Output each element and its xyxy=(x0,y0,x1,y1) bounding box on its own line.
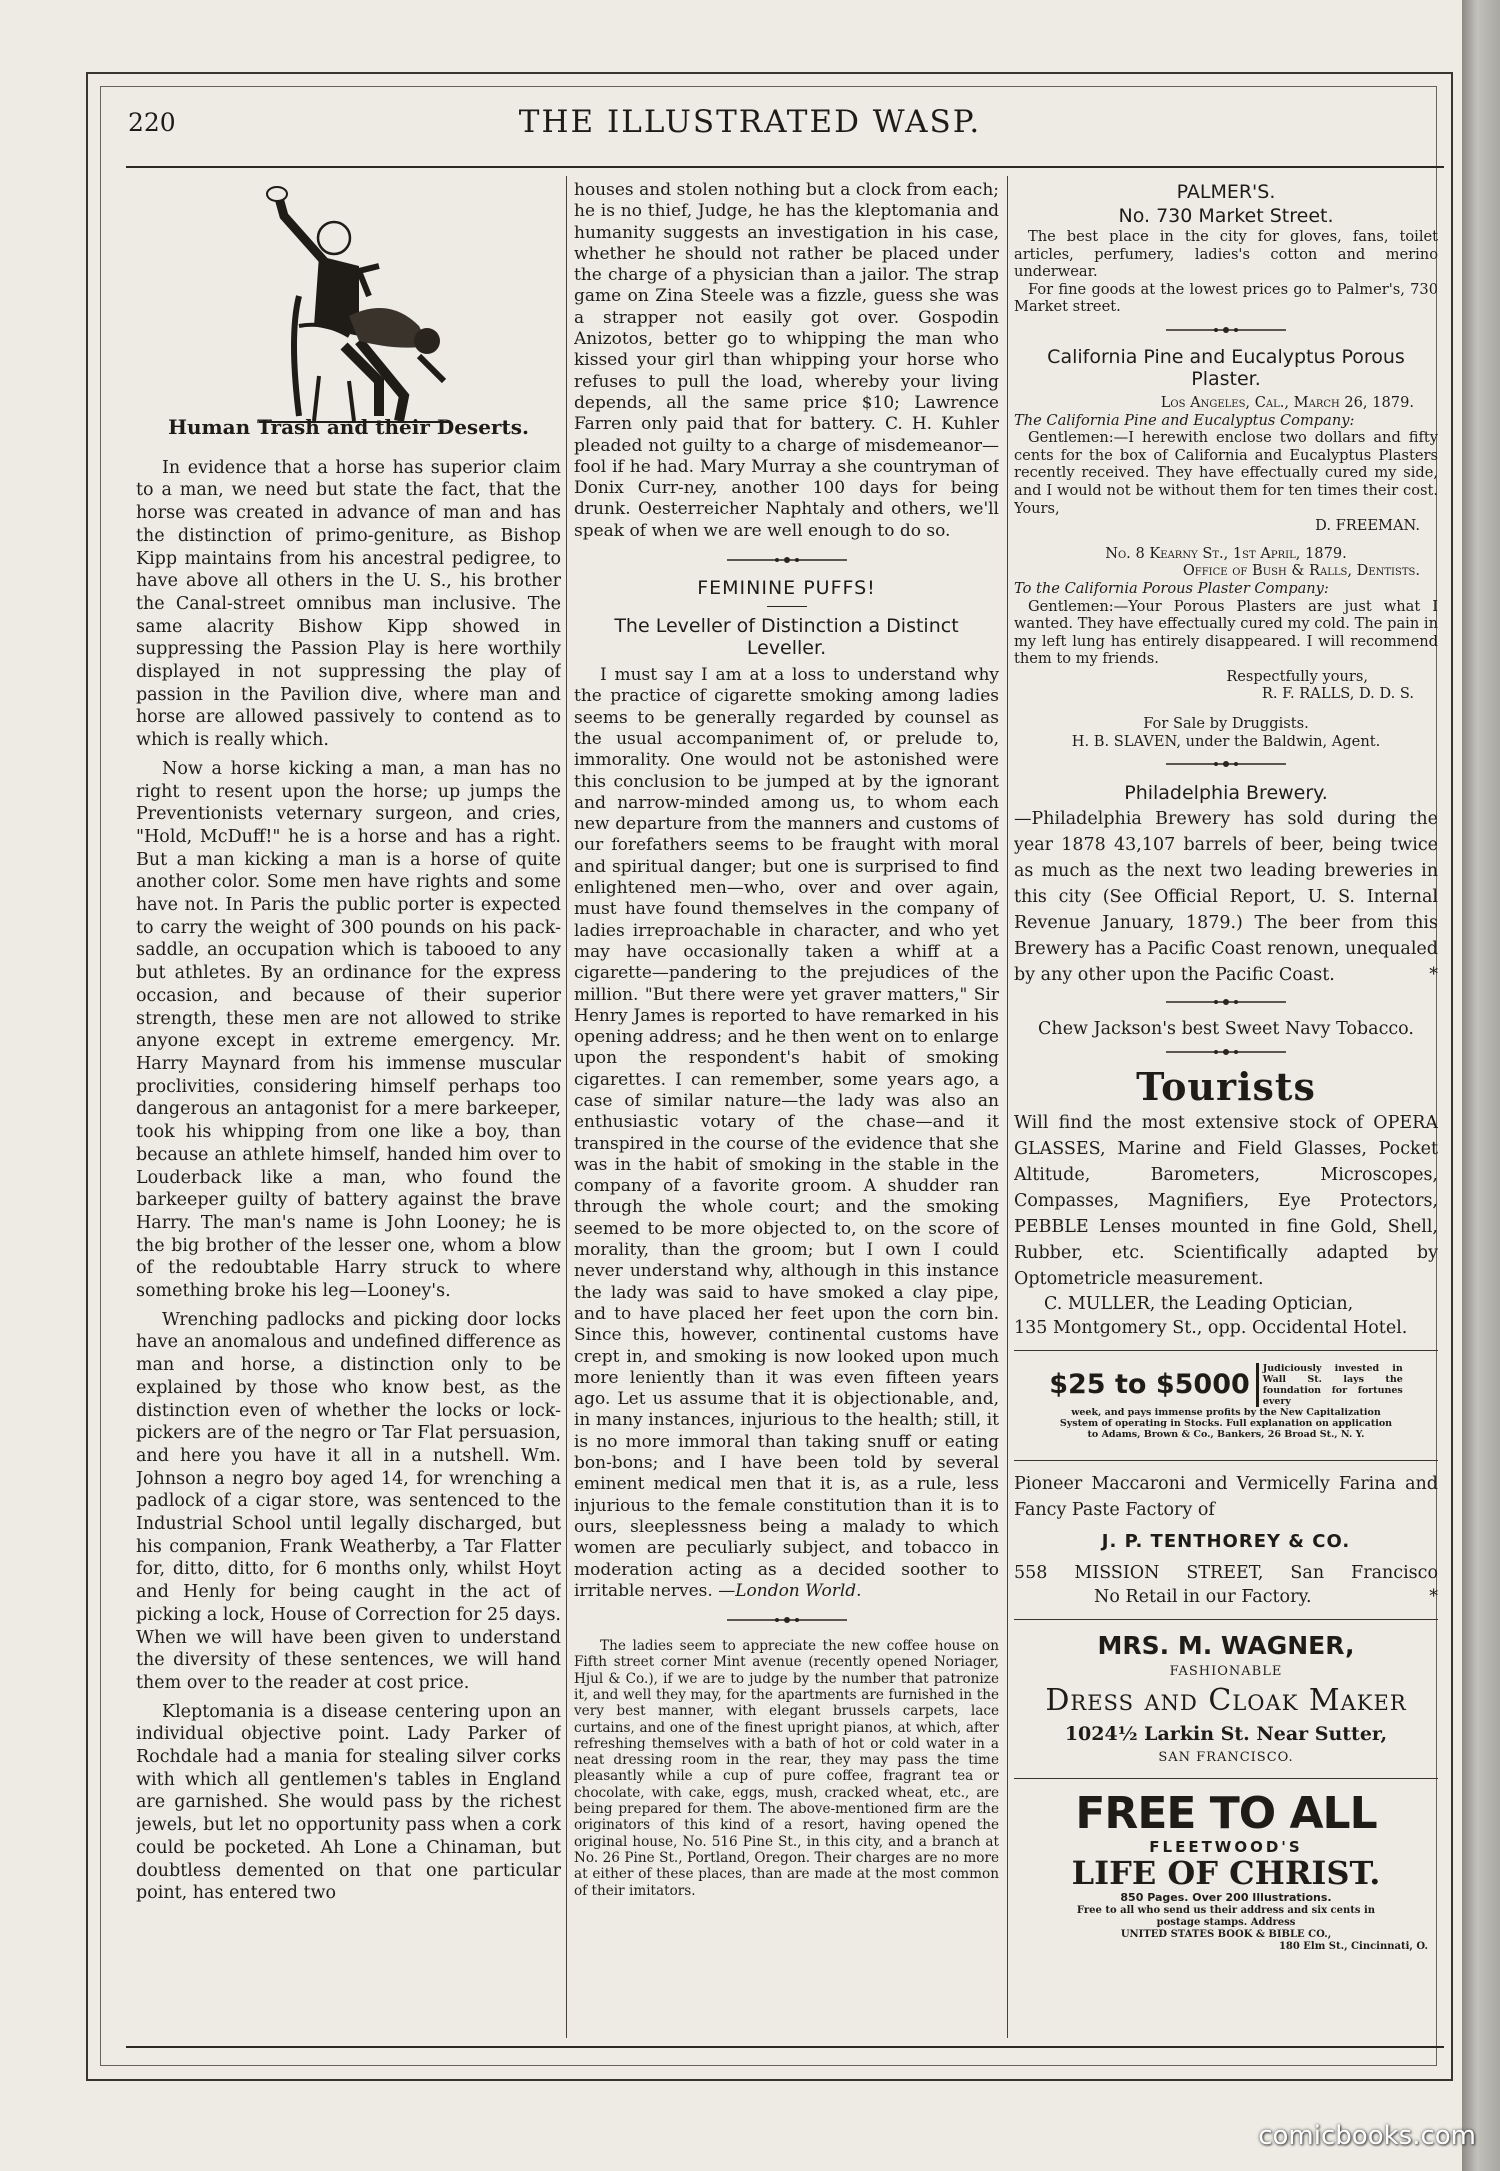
page-edge xyxy=(1462,0,1500,2171)
article-continuation: houses and stolen nothing but a clock from each; he is no thief, Judge, he has the kleptomania and humanity suggests an investigation in his case, whether he should not rather be placed under the charge of a physician than a jailor. The strap game on Zina Steele was a fizzle, guess she was a strapper not easily got over. Gospodin Anizotos, better go to whipping the man who kissed your girl than whipping your horse who refuses to pull the load, whereby your living depends, all the same price $10; Lawrence Farren only paid that for battery. C. H. Kuhler pleaded not guilty to a charge of misdemeanor—fool if he had. Mary Murray a she countryman of Donix Curr-ney, another 100 days for being drunk. Oesterreicher Naphtaly and others, we'll speak of when we are well enough to do so. xyxy=(574,180,999,541)
letter-date: Los Angeles, Cal., March 26, 1879. xyxy=(1160,393,1414,411)
letter-recipient: To the California Porous Plaster Company: xyxy=(1014,579,1329,597)
letter-recipient: The California Pine and Eucalyptus Company: xyxy=(1014,411,1355,429)
tourists-body: Will find the most extensive stock of OPERA GLASSES, Marine and Field Glasses, Pocket Altitude, Barometers, Microscopes, Compasses, Magnifiers, Eye Protectors, PEBBLE Lenses mounted in fine Gold, Shell, Rubber, etc. Scientifically adapted by Optometricle measurement. xyxy=(1014,1113,1438,1290)
wagner-trade: Dress and Cloak Maker xyxy=(1045,1683,1407,1719)
ornament-separator xyxy=(574,556,999,566)
column-divider-2 xyxy=(1007,176,1008,2038)
letter-body: Gentlemen:—Your Porous Plasters are just what I wanted. They have effectually cured my cold. The pain in my left lung has entirely disappeared. I will recommend them to my friends. xyxy=(1014,597,1438,668)
tobacco-ad: Chew Jackson's best Sweet Navy Tobacco. xyxy=(1038,1019,1414,1040)
article-paragraph: Wrenching padlocks and picking door locks have an anomalous and undefined difference as man and horse, a distinction only to be explained by those who know best, as the distinction even of whether the locks or lock-pickers are of the negro or Tar Flat persuasion, and here you have it all in a nutshell. Wm. Johnson a negro boy aged 14, for wrenching a padlock of a cigar store, was sentenced to the Industrial School until legally discharged, but his companion, Frank Weatherby, a Tar Flatter for, ditto, ditto, for 6 months only, whilst Hoyt and Henly for being caught in the act of picking a lock, House of Correction for 25 days. When we will have been given to understand the diversity of these sentences, we will hand them over to the reader at cost price. xyxy=(136,1309,561,1693)
section-title: FEMININE PUFFS! xyxy=(697,577,876,600)
ornament-separator xyxy=(1014,998,1438,1008)
article-paragraph: Kleptomania is a disease centering upon an individual objective point. Lady Parker of Rochdale had a mania for stealing silver corks with which all gentlemen's tables in England are garnished. She would pass by the richest jewels, but let no opportunity pass when a cork could be pocketed. Ah Lone a Chinaman, but doubtless demented on that one particular point, has entered two xyxy=(136,1701,561,1904)
invest-side-text: Judiciously invested in Wall St. lays the foundation for fortunes every xyxy=(1256,1363,1403,1407)
column-2 xyxy=(574,180,999,2040)
optician-address: 135 Montgomery St., opp. Occidental Hotel. xyxy=(1014,1318,1408,1339)
palmers-line: For fine goods at the lowest prices go to Palmer's, 730 Market street. xyxy=(1014,280,1438,316)
watermark: comicbooks.com xyxy=(1258,2121,1476,2151)
brewery-body: —Philadelphia Brewery has sold during the year 1878 43,107 barrels of beer, being twice as much as the next two leading breweries in this city (See Official Report, U. S. Internal Revenue January, 1879.) The beer from this Brewery has a Pacific Coast renown, unequaled by any other upon the Pacific Coast. * xyxy=(1014,809,1438,986)
optician-name: C. MULLER, the Leading Optician, xyxy=(1044,1294,1354,1315)
column-divider-1 xyxy=(566,176,567,2038)
article-title: Human Trash and their Deserts. xyxy=(168,415,529,439)
wagner-address: 1024½ Larkin St. Near Sutter, xyxy=(1064,1723,1388,1746)
article-paragraph: In evidence that a horse has superior claim to a man, we need but state the fact, that the horse was created in advance of man and has the distinction of primo-geniture, as Bishop Kipp maintains from his ancestral pedigree, to have above all others in the U. S., his brother the Canal-street omnibus man inclusive. The same alacrity Bishow Kipp showed in suppressing the Passion Play is here worthily displayed in not suppressing the play of passion in the Pavilion dive, where man and horse are allowed passively to contend as to which is really which. xyxy=(136,457,561,751)
footer-rule xyxy=(126,2046,1444,2048)
wagner-name: MRS. M. WAGNER, xyxy=(1097,1631,1355,1661)
plaster-title: California Pine and Eucalyptus Porous Plaster. xyxy=(1047,345,1405,390)
ornament-separator xyxy=(1014,760,1438,770)
free-pages: 850 Pages. Over 200 Illustrations. xyxy=(1120,1891,1332,1905)
invest-body: week, and pays immense profits by the New Capitalization System of operating in Stocks. Full explanation on application to Adams, Brown & Co., Bankers, 26 Broad St., N. Y. xyxy=(1059,1407,1393,1441)
coffee-house-notice: The ladies seem to appreciate the new coffee house on Fifth street corner Mint avenue (recently opened Noriager, Hjul & Co.), if we are to judge by the number that patronize it, and well they may, for the apartments are furnished in the very best manner, with elegant brussels carpets, lace curtains, and one of the finest upright pianos, at which, after refreshing themselves with a bath of hot or cold water in a neat dressing room in the rear, they may pass the time pleasantly while a cup of pure coffee, fragrant tea or chocolate, with cake, eggs, mush, cracked wheat, etc., are being prepared for them. The above-mentioned firm are the originators of this kind of a resort, having opened the original house, No. 516 Pine St., in this city, and a branch at No. 26 Pine St., Portland, Oregon. Their charges are no more at either of these places, than are made at the most common of their imitators. xyxy=(574,1638,999,1899)
maccaroni-retail: No Retail in our Factory. * xyxy=(1094,1587,1438,1608)
ornament-separator xyxy=(574,1616,999,1626)
invest-ad xyxy=(1014,1363,1438,1407)
column-1 xyxy=(136,176,561,2042)
article-paragraph: Now a horse kicking a man, a man has no right to resent upon the horse; up jumps the Preventionists veternary surgeon, and cries, "Hold, McDuff!" he is a horse and has a right. But a man kicking a man is a horse of quite another color. Some men have rights and some have not. In Paris the public porter is expected to carry the weight of 300 pounds on his pack-saddle, an occupation which is tabooed to any but athletes. By an ordinance for the express occasion, and because of their superior strength, these men are not allowed to strike anyone except in extreme emergency. Mr. Harry Maynard from his immense muscular proclivities, considering himself perhaps too dangerous an antagonist for a mere barkeeper, took his whipping from one like a boy, than because an athlete himself, handed him over to Louderback like a man, who found the barkeeper guilty of battery against the brave Harry. The man's name is John Looney; he is the big brother of the lesser one, whom a blow of the redoubtable Harry struck to where something broke his leg—Looney's. xyxy=(136,758,561,1302)
letter-date: No. 8 Kearny St., 1st April, 1879. xyxy=(1105,544,1347,562)
short-rule xyxy=(767,606,807,607)
free-book-title: LIFE OF CHRIST. xyxy=(1071,1854,1381,1893)
agent-note: H. B. SLAVEN, under the Baldwin, Agent. xyxy=(1071,732,1381,750)
free-headline: FREE TO ALL xyxy=(1075,1788,1377,1840)
letter-office: Office of Bush & Ralls, Dentists. xyxy=(1182,562,1420,580)
header-rule xyxy=(126,166,1444,168)
free-address: 180 Elm St., Cincinnati, O. xyxy=(1278,1941,1428,1953)
invest-amount: $25 to $5000 xyxy=(1049,1369,1250,1401)
palmers-line: The best place in the city for gloves, fans, toilet articles, perfumery, ladies's cotton and merino underwear. xyxy=(1014,228,1438,281)
palmers-address: No. 730 Market Street. xyxy=(1118,205,1334,227)
maccaroni-firm: J. P. TENTHOREY & CO. xyxy=(1101,1531,1351,1553)
column-3 xyxy=(1014,180,1438,2040)
ad-divider xyxy=(1014,1778,1438,1779)
wagner-city: SAN FRANCISCO. xyxy=(1158,1750,1294,1766)
palmers-title: PALMER'S. xyxy=(1176,181,1276,203)
masthead: THE ILLUSTRATED WASP. xyxy=(518,104,982,140)
maccaroni-address: 558 MISSION STREET, San Francisco xyxy=(1014,1563,1438,1584)
ad-divider xyxy=(1014,1350,1438,1351)
letter-closing: Respectfully yours, xyxy=(1226,667,1368,685)
ad-divider xyxy=(1014,1619,1438,1620)
free-offer: Free to all who send us their address and six cents in postage stamps. Address xyxy=(1076,1905,1376,1929)
letter-signature: R. F. RALLS, D. D. S. xyxy=(1261,685,1414,703)
tourists-title: Tourists xyxy=(1136,1064,1316,1110)
wagner-tag: FASHIONABLE xyxy=(1169,1664,1283,1680)
ornament-separator xyxy=(1014,1048,1438,1058)
letter-body: Gentlemen:—I herewith enclose two dollars and fifty cents for the box of California and Eucalyptus Plasters recently received. They have effectually cured my side, and I would not be without them for ten times their cost. Yours, xyxy=(1014,429,1438,517)
letter-signature: D. FREEMAN. xyxy=(1315,517,1420,535)
article-body: I must say I am at a loss to understand why the practice of cigarette smoking among ladies seems to be generally regarded by counsel as the usual accompaniment of, or prelude to, immorality. One would not be astonished were this conclusion to be jumped at by the ignorant and narrow-minded among us, to whom each new departure from the manners and customs of our forefathers seems to be fraught with moral and spiritual danger; but one is surprised to find enlightened men—who, over and over again, must have found themselves in the company of ladies irreproachable in character, and who yet may have occasionally taken a whiff at a cigarette—pandering to the prejudices of the million. "But there were yet graver matters," Sir Henry James is reported to have remarked in his opening address; and he then went on to enlarge upon the respondent's habit of smoking cigarettes. I can remember, some years ago, a case of similar nature—the lady was also an enthusiastic votary of the chase—and it transpired in the course of the evidence that she was in the habit of smoking in the stable in the company of a favorite groom. A shudder ran through the whole court; and the smoking seemed to be more objected to, on the score of morality, than the groom; but I own I could never understand why, although in this instance the lady was said to have smoked a clay pipe, and to have placed her feet upon the corn bin. Since this, however, continental customs have crept in, and smoking is now looked upon much more leniently than it was even fifteen years ago. Let us assume that it is objectionable, and, in many instances, injurious to the health; still, it is no more immoral than taking snuff or eating bon-bons; and I have been told by several eminent medical men that it is, as a rule, less injurious to the female constitution than it is to ours, sleeplessness being a malady to which women are peculiarly subject, and tobacco in moderation acting as a decided soother to irritable nerves. —London World. xyxy=(574,665,999,1601)
maccaroni-line: Pioneer Maccaroni and Vermicelly Farina and Fancy Paste Factory of xyxy=(1014,1474,1438,1521)
ad-divider xyxy=(1014,1460,1438,1461)
free-sub: FLEETWOOD'S xyxy=(1149,1838,1303,1857)
spanking-illustration xyxy=(229,176,469,386)
ornament-separator xyxy=(1014,326,1438,336)
sale-note: For Sale by Druggists. xyxy=(1143,715,1309,733)
page-number: 220 xyxy=(128,108,176,137)
free-publisher: UNITED STATES BOOK & BIBLE CO., xyxy=(1120,1929,1332,1941)
brewery-title: Philadelphia Brewery. xyxy=(1124,782,1328,805)
article-title: The Leveller of Distinction a Distinct Leveller. xyxy=(614,615,959,660)
